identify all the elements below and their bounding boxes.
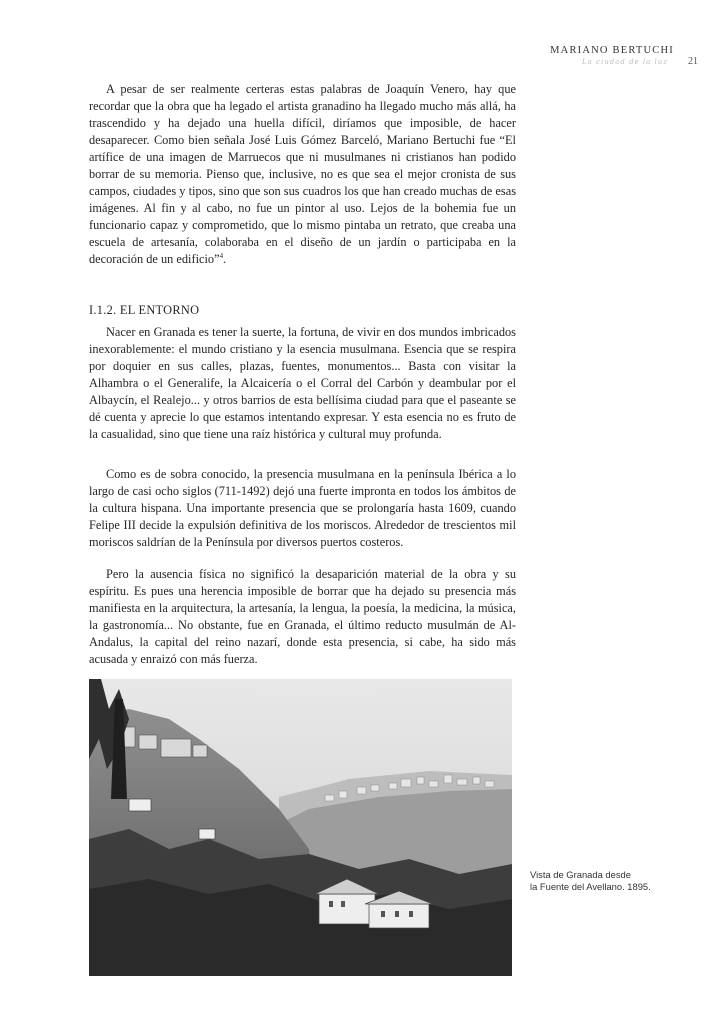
- footnote-reference[interactable]: 4: [219, 251, 224, 260]
- caption-line: Vista de Granada desde: [530, 869, 631, 880]
- paragraph-text: Pero la ausencia física no significó la desaparición material de la obra y su espíritu. Es pues una herencia imposible de borrar que ha dejado su presencia más manifiesta en la arquitectura, la artesanía, la lengua, la poesía, la medicina, la música, la gastronomía... No obstante, fue en Granada, el último reducto musulmán de Al-Andalus, la capital del reino nazarí, donde esta presencia, si cabe, ha sido más acusada y enraizó con más fuerza.: [89, 567, 516, 666]
- paragraph-text: Como es de sobra conocido, la presencia musulmana en la península Ibérica a lo largo de casi ocho siglos (711-1492) dejó una fuerte impronta en todos los ámbitos de la cultura hispana. Una importante presencia que se prolongaría hasta 1609, cuando Felipe III decide la expulsión definitiva de los moriscos. Alrededor de trescientos mil moriscos saldrían de la Península por diversos puertos costeros.: [89, 467, 516, 549]
- header-author: MARIANO BERTUCHI: [550, 45, 674, 56]
- paragraph-body: A pesar de ser realmente certeras estas palabras de Joaquín Venero, hay que recordar que la obra que ha legado el artista granadino ha llegado mucho más allá, ha trascendido y ha dejado una huella difícil, diríamos que imposible, de hacer desaparecer. Como bien señala José Luis Gómez Barceló, Mariano Bertuchi fue “El artífice de una imagen de Marruecos que ni musulmanes ni cristianos han podido borrar de su memoria. Pienso que, inclusive, no es que sea el mejor cronista de sus campos, ciudades y tipos, sino que son sus cuadros los que han creado muchas de esas imágenes. Al fin y al cabo, no fue un pintor al uso. Lejos de la bohemia fue un funcionario capaz y comprometido, que lo mismo pintaba un retrato, que creaba una escuela de artesanía, colaboraba en el diseño de un jardín o participaba en la decoración de un edificio”: [89, 82, 516, 266]
- paragraph-legacy: [89, 566, 516, 668]
- page-number: 21: [688, 56, 698, 67]
- photo-caption: [530, 869, 700, 893]
- section-heading: I.1.2. EL ENTORNO: [89, 303, 200, 317]
- handwritten-note: La ciudad de la luz: [582, 58, 668, 66]
- paragraph-history: [89, 466, 516, 551]
- paragraph-granada: [89, 324, 516, 443]
- paragraph-text: Nacer en Granada es tener la suerte, la fortuna, de vivir en dos mundos imbricados inexorablemente: el mundo cristiano y la esencia musulmana. Esencia que se respira por doquier en sus calles, plazas, fuentes, monumentos... Basta con visitar la Alhambra o el Generalife, la Alcaicería o el Corral del Carbón y deambular por el Albaycín, el Realejo... y otros barrios de esta bellísima ciudad para que el paseante se dé cuenta y aprecie lo que estamos intentando expresar. Y esta esencia no es fruto de la casualidad, sino que tiene una raíz histórica y cultural muy profunda.: [89, 325, 516, 441]
- caption-line: la Fuente del Avellano. 1895.: [530, 881, 651, 892]
- paragraph-quote: [89, 81, 516, 268]
- paragraph-text: [89, 81, 516, 268]
- paragraph-end: .: [223, 252, 227, 266]
- granada-photograph: [89, 679, 512, 976]
- running-header: [550, 40, 698, 67]
